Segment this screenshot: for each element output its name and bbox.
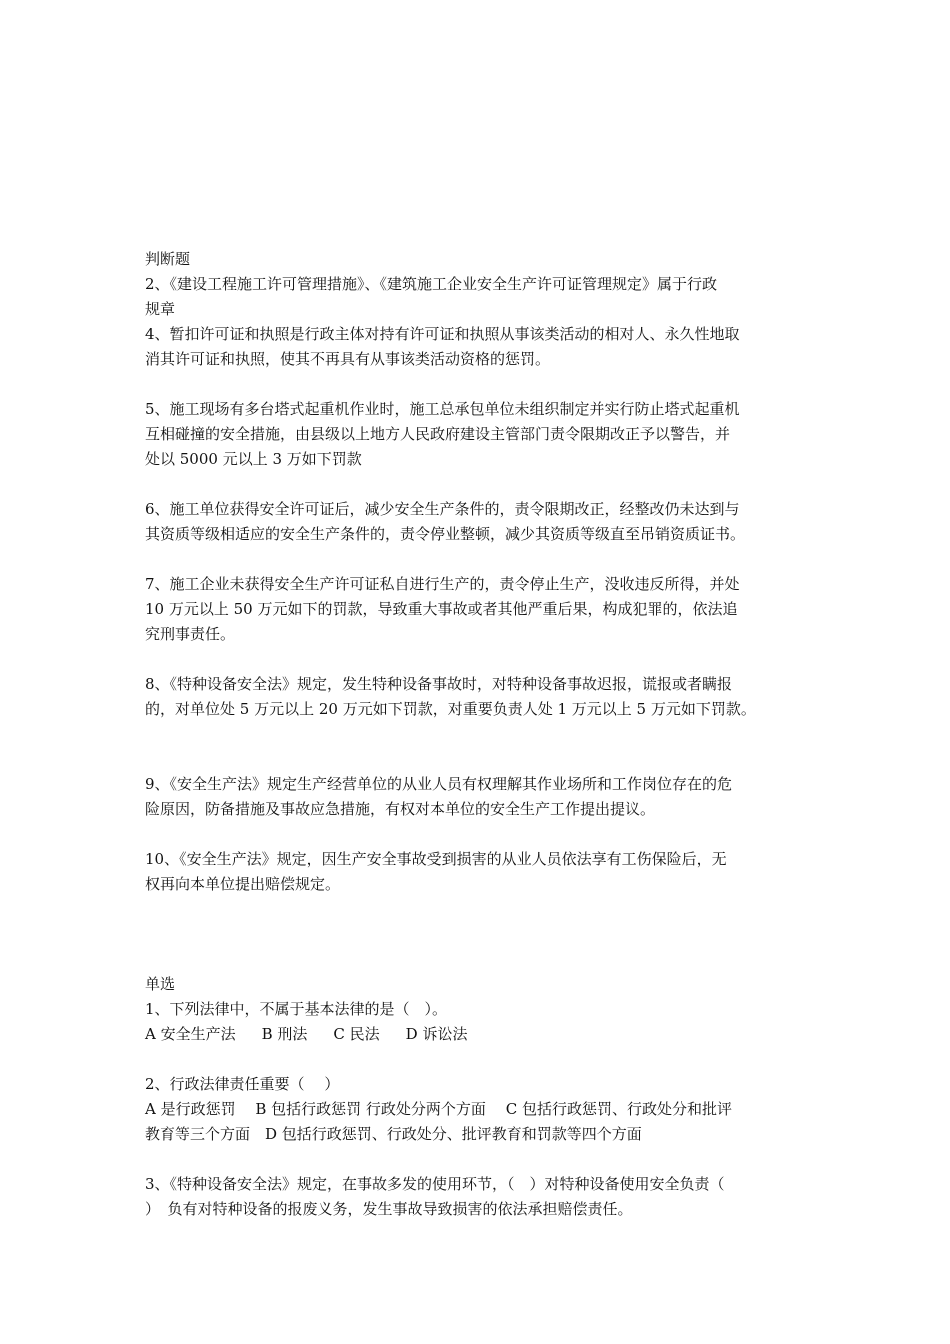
question-line: 8、《特种设备安全法》规定，发生特种设备事故时，对特种设备事故迟报，谎报或者瞒报 — [145, 675, 733, 693]
section-heading-single-choice: 单选 — [145, 975, 176, 993]
section-heading-judgment: 判断题 — [145, 250, 191, 268]
question-8 — [145, 672, 810, 722]
question-line: 规章 — [145, 300, 176, 318]
question-stem: 2、行政法律责任重要（ ） — [145, 1075, 340, 1093]
question-line: 险原因，防备措施及事故应急措施，有权对本单位的安全生产工作提出提议。 — [145, 800, 656, 818]
option-c: C 民法 — [333, 1025, 380, 1043]
question-line: 权再向本单位提出赔偿规定。 — [145, 875, 341, 893]
option-b: B 刑法 — [261, 1025, 308, 1043]
question-line: 的，对单位处 5 万元以上 20 万元如下罚款，对重要负责人处 1 万元以上 5 万元如下罚款。 — [145, 700, 756, 718]
question-line: 4、暂扣许可证和执照是行政主体对持有许可证和执照从事该类活动的相对人、永久性地取 — [145, 325, 740, 343]
question-line: 处以 5000 元以上 3 万如下罚款 — [145, 450, 362, 468]
question-line: 究刑事责任。 — [145, 625, 236, 643]
question-line: ） 负有对特种设备的报废义务，发生事故导致损害的依法承担赔偿责任。 — [145, 1200, 633, 1218]
option-d: D 诉讼法 — [405, 1025, 468, 1043]
question-line: 2、《建设工程施工许可管理措施》、《建筑施工企业安全生产许可证管理规定》属于行政 — [145, 275, 718, 293]
question-stem: 1、下列法律中，不属于基本法律的是（ ）。 — [145, 1000, 448, 1018]
question-line: 6、施工单位获得安全许可证后，减少安全生产条件的，责令限期改正，经整改仍未达到与 — [145, 500, 740, 518]
question-line: 消其许可证和执照，使其不再具有从事该类活动资格的惩罚。 — [145, 350, 551, 368]
question-9 — [145, 772, 810, 822]
choice-question-1 — [145, 997, 810, 1047]
document-body — [145, 247, 810, 1222]
question-line: 其资质等级相适应的安全生产条件的，责令停业整顿，减少其资质等级直至吊销资质证书。 — [145, 525, 746, 543]
question-line: 3、《特种设备安全法》规定，在事故多发的使用环节，（ ）对特种设备使用安全负责（ — [145, 1175, 725, 1193]
question-line: 9、《安全生产法》规定生产经营单位的从业人员有权理解其作业场所和工作岗位存在的危 — [145, 775, 733, 793]
question-10 — [145, 847, 810, 897]
question-2 — [145, 272, 810, 322]
question-line: 5、施工现场有多台塔式起重机作业时，施工总承包单位未组织制定并实行防止塔式起重机 — [145, 400, 740, 418]
question-4 — [145, 322, 810, 372]
question-line: 10 万元以上 50 万元如下的罚款，导致重大事故或者其他严重后果，构成犯罪的，依法追 — [145, 600, 738, 618]
question-line: 互相碰撞的安全措施，由县级以上地方人民政府建设主管部门责令限期改正予以警告，并 — [145, 425, 731, 443]
question-line: 教育等三个方面 D 包括行政惩罚、行政处分、批评教育和罚款等四个方面 — [145, 1125, 642, 1143]
choice-question-3 — [145, 1172, 810, 1222]
question-6 — [145, 497, 810, 547]
question-line: A 是行政惩罚 B 包括行政惩罚 行政处分两个方面 C 包括行政惩罚、行政处分和批评 — [145, 1100, 732, 1118]
option-a: A 安全生产法 — [145, 1025, 236, 1043]
question-5 — [145, 397, 810, 472]
question-line: 10、《安全生产法》规定，因生产安全事故受到损害的从业人员依法享有工伤保险后，无 — [145, 850, 727, 868]
choice-question-2 — [145, 1072, 810, 1147]
question-7 — [145, 572, 810, 647]
question-line: 7、施工企业未获得安全生产许可证私自进行生产的，责令停止生产，没收违反所得，并处 — [145, 575, 740, 593]
option-list — [145, 1022, 810, 1047]
